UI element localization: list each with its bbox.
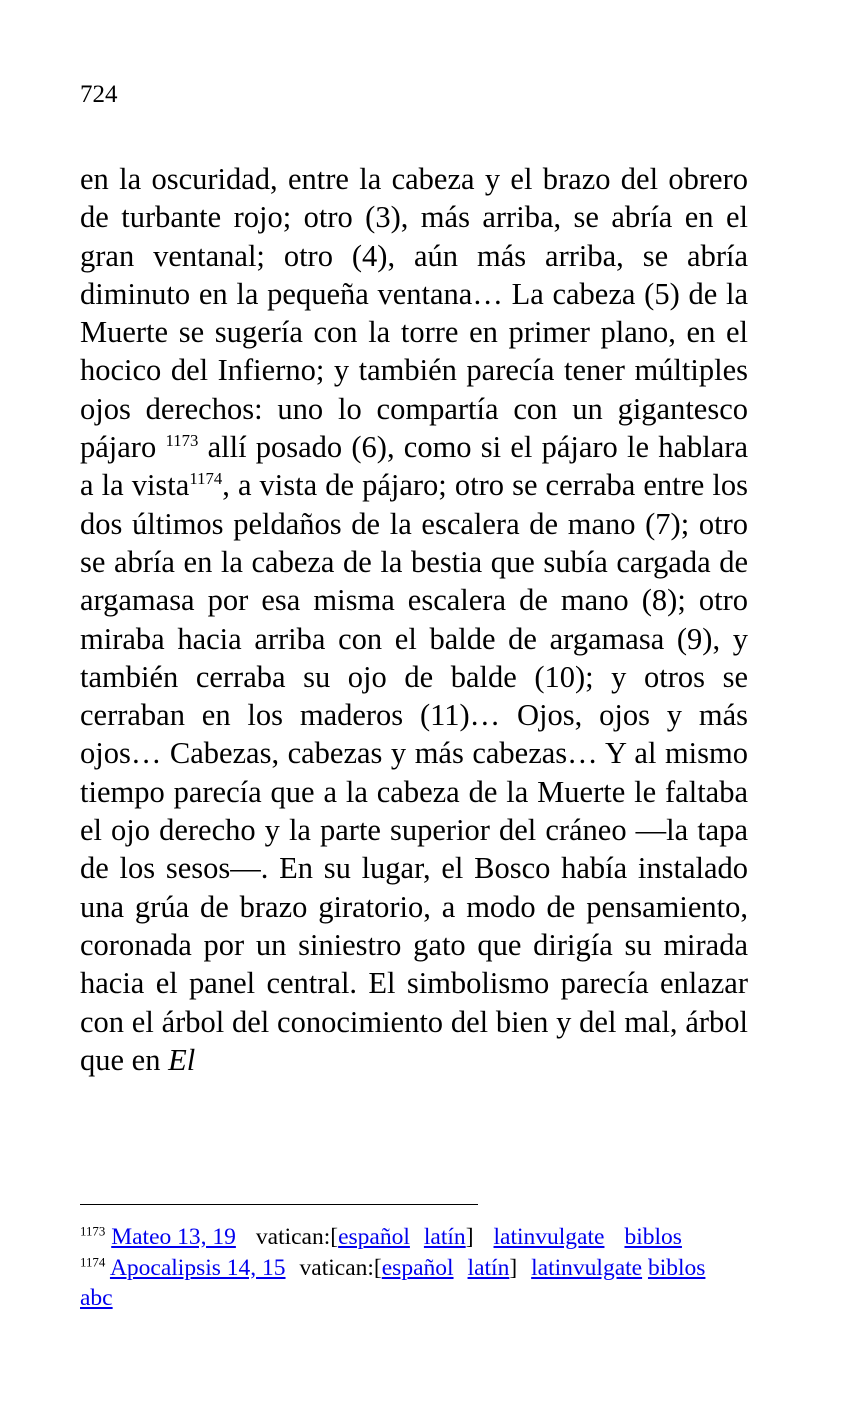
- footnotes: [80, 1222, 748, 1314]
- footnote-1174-continued: [80, 1283, 748, 1314]
- footnote-separator: [80, 1204, 478, 1205]
- abc-link[interactable]: abc: [80, 1285, 113, 1311]
- biblos-link[interactable]: biblos: [624, 1224, 682, 1250]
- italic-title-fragment: El: [168, 1042, 196, 1077]
- latinvulgate-link[interactable]: latinvulgate: [531, 1254, 643, 1281]
- footnote-ref-1174: 1174: [189, 469, 223, 489]
- body-text-segment: en la oscuridad, entre la cabeza y el brazo del obrero de turbante rojo; otro (3), más arriba, se abría en el gran ventanal; otro (4), aún más arriba, se abría diminuto en la pequeña ventana… La cabeza (5) de la Muerte se sugería con la torre en primer plano, en el hocico del Infierno; y también parecía tener múltiples ojos derechos: uno lo compartía con un gigantesco pájaro: [80, 162, 748, 465]
- latin-link[interactable]: latín: [467, 1254, 510, 1281]
- espanol-link[interactable]: español: [338, 1224, 410, 1250]
- footnote-1174: [80, 1253, 748, 1284]
- vatican-label: vatican:[: [299, 1254, 382, 1281]
- bracket-close: ]: [509, 1254, 518, 1281]
- footnote-reference-link[interactable]: Apocalipsis 14, 15: [109, 1254, 286, 1281]
- footnote-1173: [80, 1222, 748, 1253]
- footnote-ref-1173: 1173: [165, 431, 199, 451]
- footnote-reference-link[interactable]: Mateo 13, 19: [111, 1224, 236, 1250]
- body-text-segment: , a vista de pájaro; otro se cerraba entre los dos últimos peldaños de la escalera de mano (7); otro se abría en la cabeza de la bestia que subía cargada de argamasa por esa misma escalera de mano (8); otro miraba hacia arriba con el balde de argamasa (9), y también cerraba su ojo de balde (10); y otros se cerraban en los maderos (11)… Ojos, ojos y más ojos… Cabezas, cabezas y más cabezas… Y al mismo tiempo parecía que a la cabeza de la Muerte le faltaba el ojo derecho y la parte superior del cráneo —la tapa de los sesos—. En su lugar, el Bosco había instalado una grúa de brazo giratorio, a modo de pensamiento, coronada por un siniestro gato que dirigía su mirada hacia el panel central. El simbolismo parecía enlazar con el árbol del conocimiento del bien y del mal, árbol que en: [80, 468, 748, 1077]
- bracket-close: ]: [465, 1224, 474, 1250]
- body-paragraph: [80, 160, 748, 1079]
- latin-link[interactable]: latín: [423, 1224, 466, 1250]
- body-text-segment: allí posado (6), como si el pájaro le hablara a la vista: [80, 430, 748, 503]
- latinvulgate-link[interactable]: latinvulgate: [493, 1224, 605, 1250]
- page-number: 724: [80, 81, 118, 108]
- footnote-number: 1174: [80, 1254, 106, 1270]
- vatican-label: vatican:[: [255, 1224, 339, 1250]
- biblos-link[interactable]: biblos: [647, 1254, 706, 1281]
- footnote-number: 1173: [80, 1223, 106, 1239]
- espanol-link[interactable]: español: [381, 1254, 454, 1281]
